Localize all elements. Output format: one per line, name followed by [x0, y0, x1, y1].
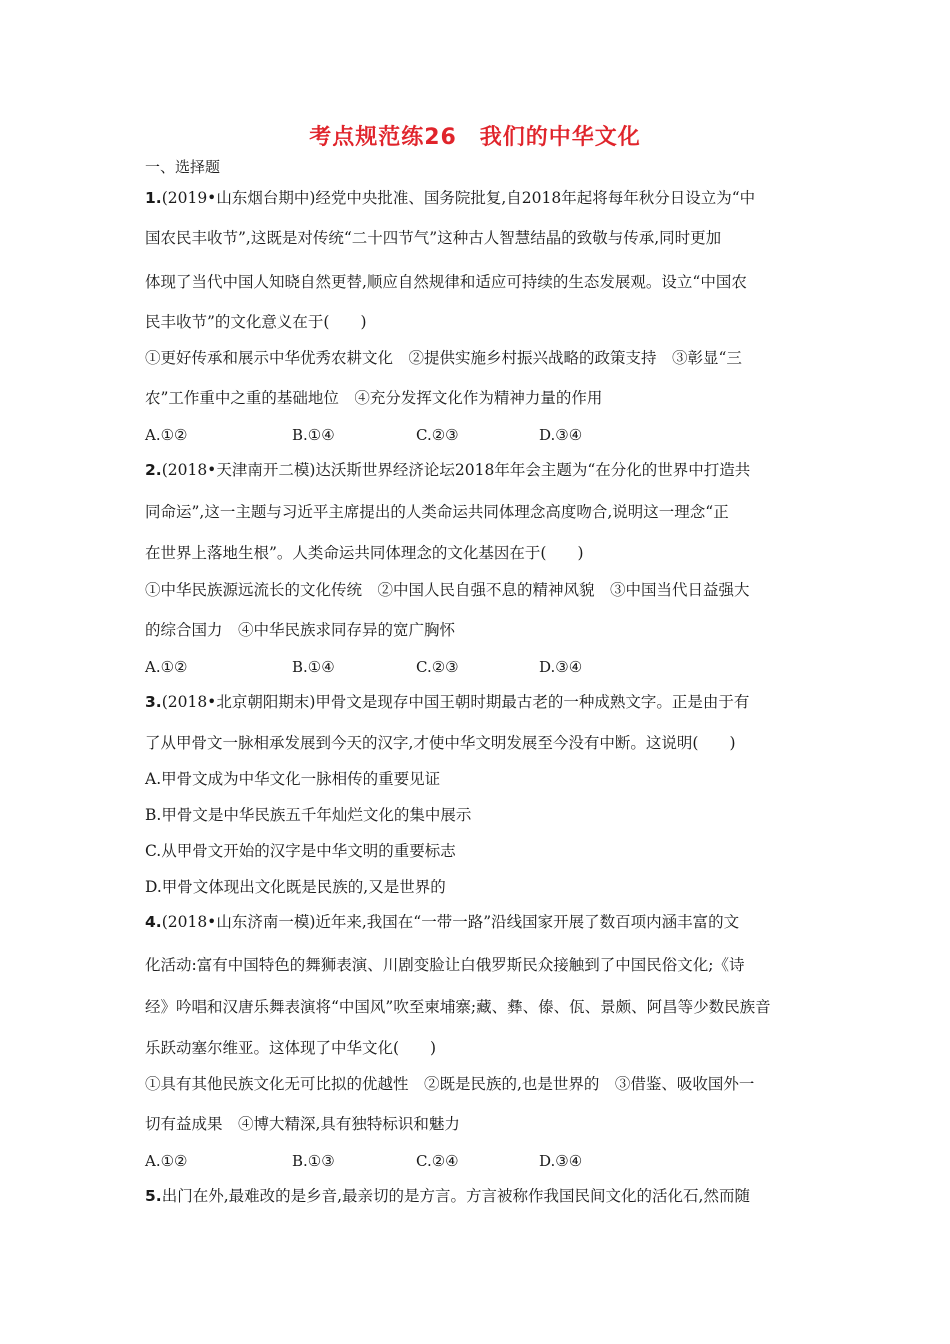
- question-2-line: 同命运”,这一主题与习近平主席提出的人类命运共同体理念高度吻合,说明这一理念“正: [145, 503, 729, 521]
- option-a: A.①②: [145, 658, 188, 676]
- question-3-line: 3.(2018•北京朝阳期末)甲骨文是现存中国王朝时期最古老的一种成熟文字。正是由于有: [145, 693, 750, 711]
- question-3-option-line: D.甲骨文体现出文化既是民族的,又是世界的: [145, 878, 446, 896]
- question-1-choice-line: 农”工作重中之重的基础地位 ④充分发挥文化作为精神力量的作用: [145, 389, 603, 407]
- question-4-line: 乐跃动塞尔维亚。这体现了中华文化( ): [145, 1039, 437, 1057]
- option-b: B.①④: [292, 658, 335, 676]
- question-2-choice-line: 的综合国力 ④中华民族求同存异的宽广胸怀: [145, 621, 456, 639]
- question-5-line: 5.出门在外,最难改的是乡音,最亲切的是方言。方言被称作我国民间文化的活化石,然而随: [145, 1187, 750, 1205]
- question-number: 1.: [145, 189, 162, 207]
- question-4-line: 化活动:富有中国特色的舞狮表演、川剧变脸让白俄罗斯民众接触到了中国民俗文化;《诗: [145, 956, 745, 974]
- option-c: C.②③: [416, 426, 459, 444]
- option-b: B.①④: [292, 426, 335, 444]
- question-4-choice-line: 切有益成果 ④博大精深,具有独特标识和魅力: [145, 1115, 460, 1133]
- question-1-line: 1.(2019•山东烟台期中)经党中央批准、国务院批复,自2018年起将每年秋分日设立为“中: [145, 189, 756, 207]
- option-d: D.③④: [539, 1152, 583, 1170]
- question-4-line: 4.(2018•山东济南一模)近年来,我国在“一带一路”沿线国家开展了数百项内涵丰富的文: [145, 913, 740, 931]
- question-1-line: 体现了当代中国人知晓自然更替,顺应自然规律和适应可持续的生态发展观。设立“中国农: [145, 273, 747, 291]
- question-3-option-line: C.从甲骨文开始的汉字是中华文明的重要标志: [145, 842, 456, 860]
- question-number: 4.: [145, 913, 162, 931]
- section-heading: 一、选择题: [145, 158, 221, 176]
- question-4-line: 经》吟唱和汉唐乐舞表演将“中国风”吹至柬埔寨;藏、彝、傣、佤、景颇、阿昌等少数民族音: [145, 998, 771, 1016]
- page-title: 考点规范练26 我们的中华文化: [309, 125, 641, 150]
- option-d: D.③④: [539, 426, 583, 444]
- option-d: D.③④: [539, 658, 583, 676]
- question-3-line: 了从甲骨文一脉相承发展到今天的汉字,才使中华文明发展至今没有中断。这说明( ): [145, 734, 736, 752]
- question-3-option-line: B.甲骨文是中华民族五千年灿烂文化的集中展示: [145, 806, 472, 824]
- option-c: C.②④: [416, 1152, 459, 1170]
- question-1-line: 国农民丰收节”,这既是对传统“二十四节气”这种古人智慧结晶的致敬与传承,同时更加: [145, 229, 722, 247]
- question-1-line: 民丰收节”的文化意义在于( ): [145, 313, 367, 331]
- question-2-line: 在世界上落地生根”。人类命运共同体理念的文化基因在于( ): [145, 544, 584, 562]
- option-a: A.①②: [145, 1152, 188, 1170]
- question-1-choice-line: ①更好传承和展示中华优秀农耕文化 ②提供实施乡村振兴战略的政策支持 ③彰显“三: [145, 349, 742, 367]
- option-a: A.①②: [145, 426, 188, 444]
- question-2-choice-line: ①中华民族源远流长的文化传统 ②中国人民自强不息的精神风貌 ③中国当代日益强大: [145, 581, 750, 599]
- option-b: B.①③: [292, 1152, 335, 1170]
- question-number: 3.: [145, 693, 162, 711]
- option-c: C.②③: [416, 658, 459, 676]
- question-3-option-line: A.甲骨文成为中华文化一脉相传的重要见证: [145, 770, 441, 788]
- question-2-line: 2.(2018•天津南开二模)达沃斯世界经济论坛2018年年会主题为“在分化的世界中打造共: [145, 461, 751, 479]
- question-number: 5.: [145, 1187, 162, 1205]
- question-4-choice-line: ①具有其他民族文化无可比拟的优越性 ②既是民族的,也是世界的 ③借鉴、吸收国外一: [145, 1075, 755, 1093]
- question-number: 2.: [145, 461, 162, 479]
